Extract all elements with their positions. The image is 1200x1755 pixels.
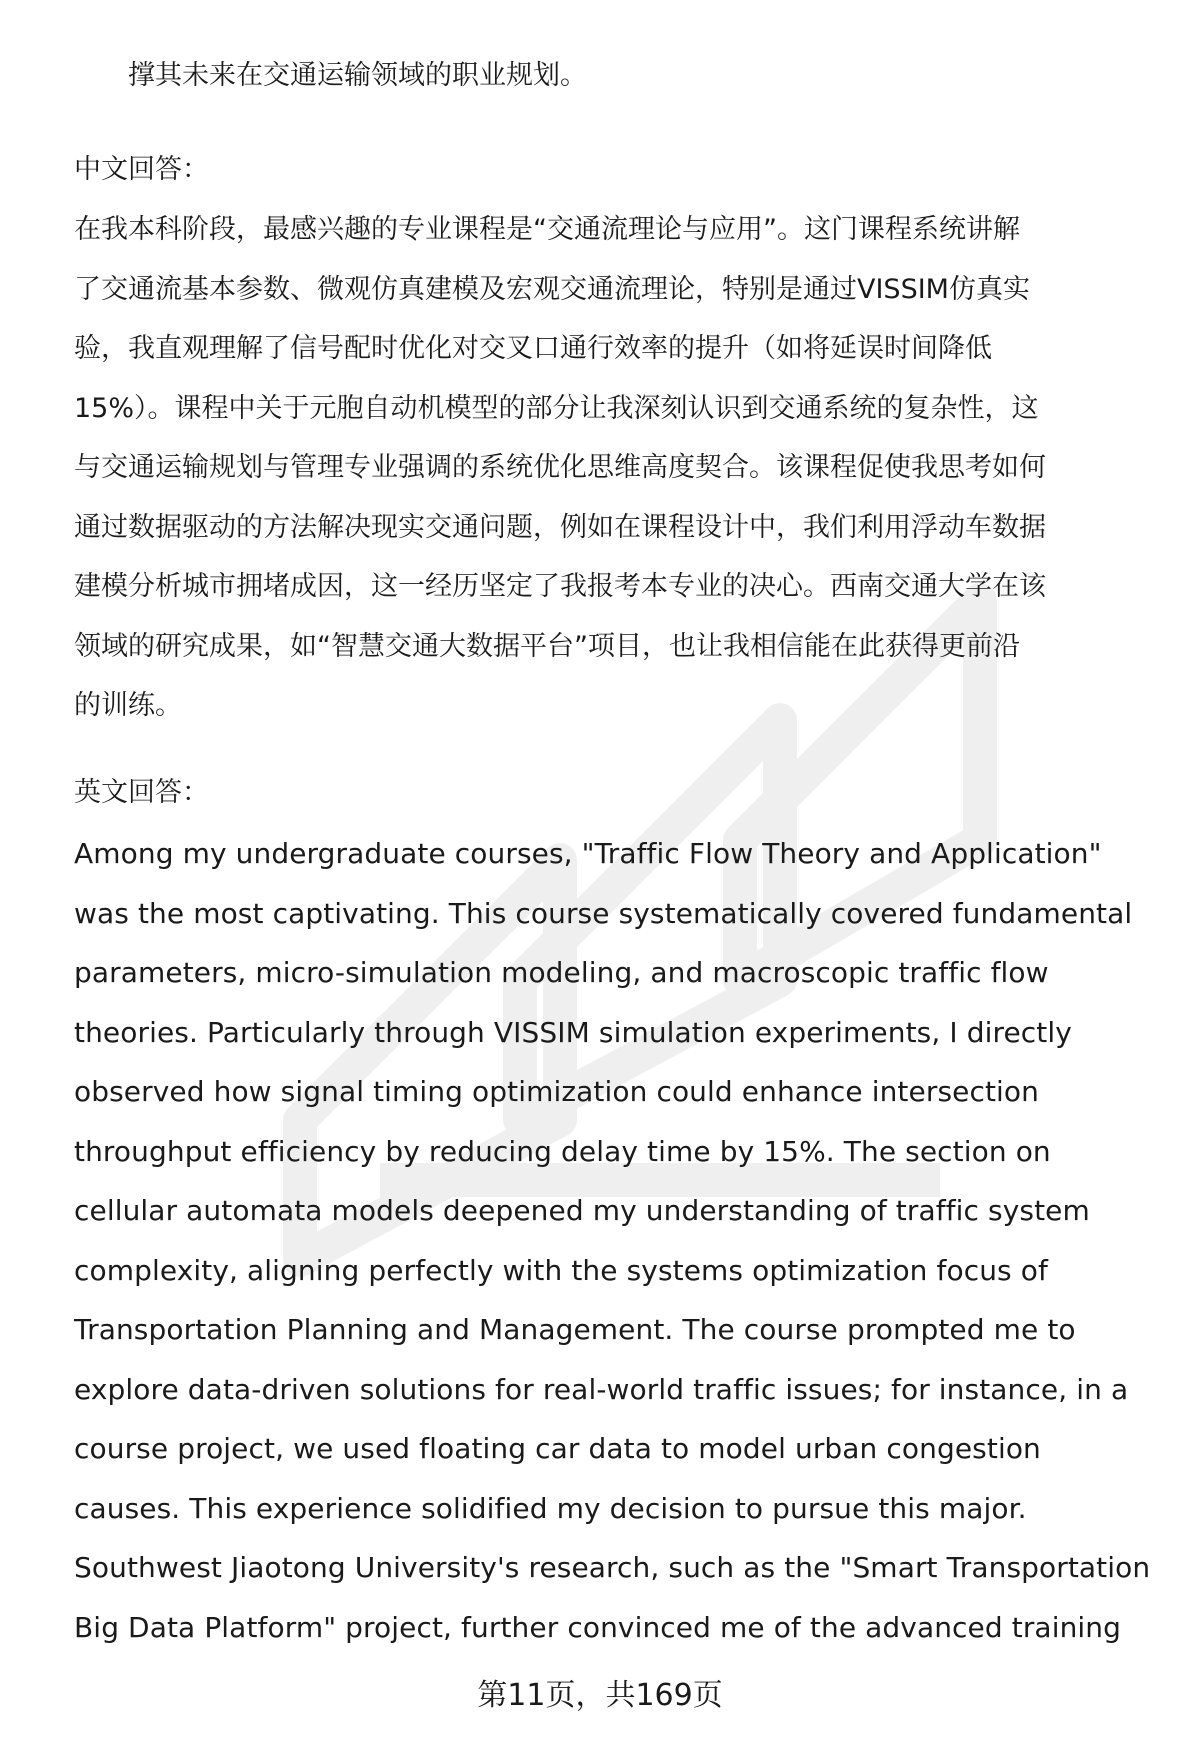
chinese-answer-paragraph xyxy=(74,212,1154,748)
english-answer-line: complexity, aligning perfectly with the systems optimization focus of xyxy=(74,1253,1048,1287)
english-answer-line: Big Data Platform" project, further convinced me of the advanced training xyxy=(74,1610,1122,1644)
chinese-answer-line: 15%）。课程中关于元胞自动机模型的部分让我深刻认识到交通系统的复杂性，这 xyxy=(74,392,1039,424)
chinese-answer-line: 领域的研究成果，如“智慧交通大数据平台”项目，也让我相信能在此获得更前沿 xyxy=(74,630,1020,662)
english-answer-line: theories. Particularly through VISSIM simulation experiments, I directly xyxy=(74,1015,1072,1049)
english-answer-line: observed how signal timing optimization could enhance intersection xyxy=(74,1075,1039,1108)
chinese-answer-line: 与交通运输规划与管理专业强调的系统优化思维高度契合。该课程促使我思考如何 xyxy=(74,452,1046,483)
english-answer-line: parameters, micro-simulation modeling, and macroscopic traffic flow xyxy=(74,956,1049,989)
english-answer-line: course project, we used floating car data to model urban congestion xyxy=(74,1432,1041,1465)
english-answer-line: causes. This experience solidified my decision to pursue this major. xyxy=(74,1491,1027,1525)
english-answer-label: 英文回答： xyxy=(74,777,209,808)
english-answer-line: was the most captivating. This course systematically covered fundamental xyxy=(74,896,1133,930)
chinese-answer-line: 了交通流基本参数、微观仿真建模及宏观交通流理论，特别是通过VISSIM仿真实 xyxy=(74,273,1030,305)
english-answer-paragraph xyxy=(74,836,1164,1669)
chinese-answer-line: 的训练。 xyxy=(74,690,182,721)
english-answer-line: throughput efficiency by reducing delay time by 15%. The section on xyxy=(74,1134,1051,1168)
english-answer-line: Among my undergraduate courses, "Traffic Flow Theory and Application" xyxy=(74,837,1102,870)
page-number: 第11页，共169页 xyxy=(477,1678,723,1713)
chinese-answer-line: 在我本科阶段，最感兴趣的专业课程是“交通流理论与应用”。这门课程系统讲解 xyxy=(74,214,1020,245)
english-answer-line: Southwest Jiaotong University's research, such as the "Smart Transportation xyxy=(74,1551,1151,1584)
chinese-answer-line: 建模分析城市拥堵成因，这一经历坚定了我报考本专业的决心。西南交通大学在该 xyxy=(74,571,1046,602)
chinese-answer-line: 通过数据驱动的方法解决现实交通问题，例如在课程设计中，我们利用浮动车数据 xyxy=(74,511,1046,543)
chinese-answer-label: 中文回答： xyxy=(74,154,209,185)
english-answer-line: cellular automata models deepened my understanding of traffic system xyxy=(74,1194,1090,1227)
continuation-text: 撑其未来在交通运输领域的职业规划。 xyxy=(128,60,587,91)
chinese-answer-line: 验，我直观理解了信号配时优化对交叉口通行效率的提升（如将延误时间降低 xyxy=(74,333,992,364)
english-answer-line: explore data-driven solutions for real-world traffic issues; for instance, in a xyxy=(74,1372,1129,1406)
english-answer-line: Transportation Planning and Management. The course prompted me to xyxy=(74,1313,1076,1346)
